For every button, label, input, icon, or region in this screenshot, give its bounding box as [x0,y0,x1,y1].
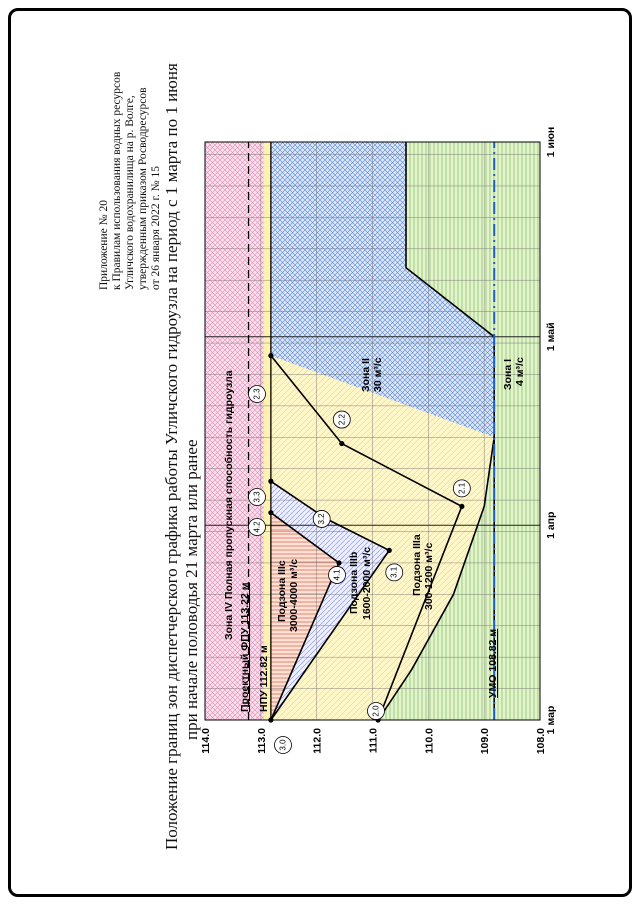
subzone-iiib-label-2: 1600-2000 м³/с [361,546,373,620]
y-tick-label: 111.0 [367,728,380,754]
y-tick-label: 112.0 [311,728,324,754]
appendix-line: Приложение № 20 [98,200,110,290]
y-tick-label: 113.0 [255,728,268,754]
subzone-iiia-label-2: 300-1200 м³/с [423,542,435,610]
x-tick-label: 1 май [545,322,557,352]
y-tick-label: 114.0 [200,728,212,754]
npu-band [264,142,271,720]
point-marker [268,510,273,515]
fpu-label: Проектный ФПУ 113.22 м [239,582,251,712]
appendix-line: утвержденным приказом Росводресурсов [137,87,149,290]
point-label: 3.0 [278,739,288,751]
point-label: 2.3 [252,388,262,400]
y-tick-label: 108.0 [535,728,547,755]
appendix-line: к Правилам использования водных ресурсов [111,71,123,290]
zone-ii-label-2: 30 м³/с [372,357,384,392]
point-marker [459,504,464,509]
npu-label: НПУ 112.82 м [258,645,270,712]
chart-title-line-1: Положение границ зон диспетчерского графика работы Угличского гидроузла на период с 1 марта по 1 июня [162,63,181,850]
point-label: 2.0 [371,705,381,717]
y-tick-label: 109.0 [479,728,492,755]
point-label: 2.1 [457,482,467,494]
umo-label: УМО 108.82 м [487,628,499,698]
point-marker [336,560,341,565]
point-label: 2.2 [337,414,347,426]
appendix-line: Угличского водохранилища на р. Волге, [124,95,136,290]
point-marker [339,441,344,446]
zone-ii-label-1: Зона II [360,358,372,392]
zone-iv-label: Зона IV Полная пропускная способность гидроузла [223,370,235,640]
subzone-iiib-label-1: Подзона IIIb [348,551,360,614]
x-tick-label: 1 июн [545,126,557,158]
x-tick-label: 1 апр [545,511,557,539]
appendix-line: от 26 января 2022 г. № 15 [150,165,162,290]
point-label: 4.2 [252,521,262,533]
point-marker [268,353,273,358]
subzone-iiia-label-1: Подзона IIIa [411,534,423,596]
chart-title-line-2: при начале половодья 21 марта или ранее [182,439,201,740]
point-label: 3.1 [389,566,399,578]
point-label: 3.2 [317,513,327,525]
zone-i-label-2: 4 м³/с [514,357,526,386]
subzone-iiic-label-2: 3000-4000 м³/с [288,558,300,632]
x-tick-label: 1 мар [545,705,557,735]
point-label: 4.1 [332,569,342,581]
point-marker [268,479,273,484]
zone-i-label-1: Зона I [502,358,514,390]
point-label: 3.3 [252,491,262,503]
y-tick-label: 110.0 [423,728,436,754]
subzone-iiic-label-1: Подзона IIIc [276,560,288,622]
point-marker [387,548,392,553]
